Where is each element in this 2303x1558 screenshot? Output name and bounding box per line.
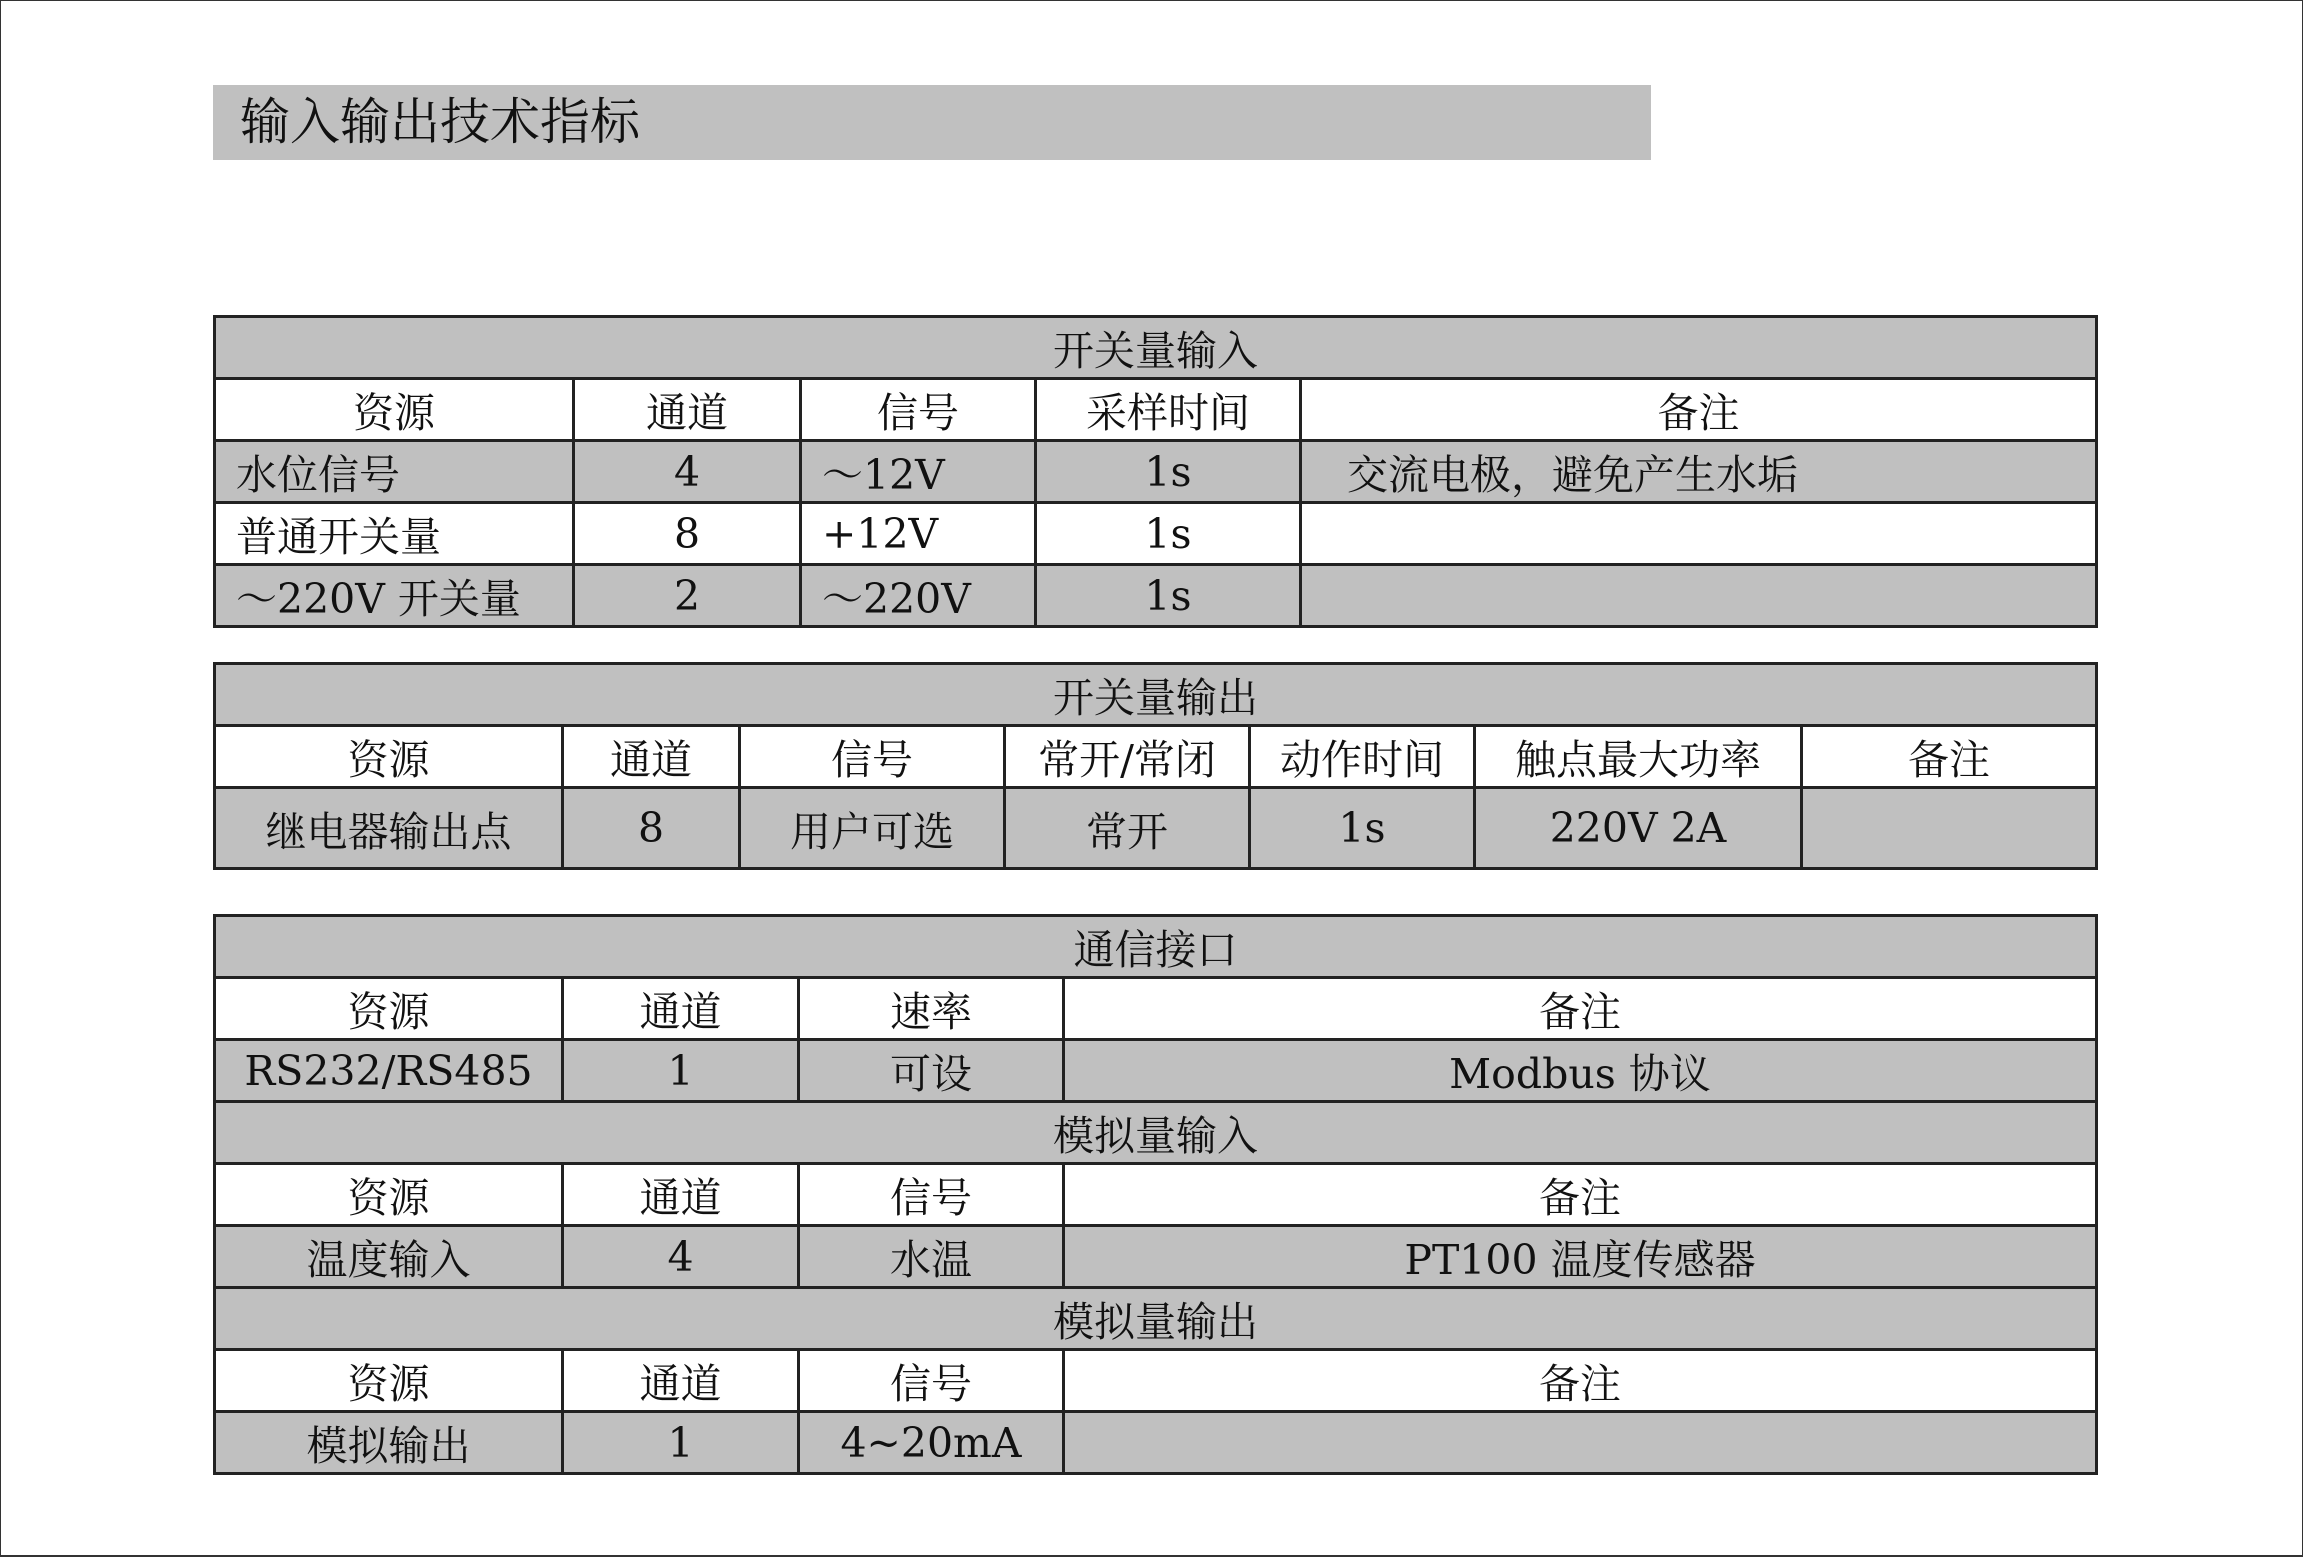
table-row <box>215 441 2097 503</box>
digital-output-table <box>213 662 2098 870</box>
header-cell: 备注 <box>1301 379 2097 441</box>
table-header-row <box>215 978 2097 1040</box>
table-header-row <box>215 1350 2097 1412</box>
table-header-row <box>215 1164 2097 1226</box>
header-cell: 通道 <box>563 1164 799 1226</box>
header-cell: 采样时间 <box>1036 379 1301 441</box>
table-cell: 220V 2A <box>1475 788 1802 869</box>
digital-output-title: 开关量输出 <box>215 664 2097 726</box>
header-cell: 通道 <box>563 978 799 1040</box>
table-cell <box>1064 1412 2097 1474</box>
table-cell: 1s <box>1250 788 1475 869</box>
table-cell: 8 <box>574 503 801 565</box>
header-cell: 备注 <box>1064 1350 2097 1412</box>
table-cell: 交流电极，避免产生水垢 <box>1301 441 2097 503</box>
table-cell: ～220V 开关量 <box>215 565 574 627</box>
header-cell: 常开/常闭 <box>1005 726 1250 788</box>
table-row <box>215 788 2097 869</box>
header-cell: 备注 <box>1802 726 2097 788</box>
header-cell: 速率 <box>799 978 1064 1040</box>
analog-input-title: 模拟量输入 <box>215 1102 2097 1164</box>
table-header-row <box>215 379 2097 441</box>
table-cell: 4~20mA <box>799 1412 1064 1474</box>
table-title-row <box>215 1102 2097 1164</box>
table-cell: 用户可选 <box>740 788 1005 869</box>
table-cell: 2 <box>574 565 801 627</box>
table-row <box>215 1040 2097 1102</box>
table-cell: 水温 <box>799 1226 1064 1288</box>
header-cell: 信号 <box>799 1350 1064 1412</box>
table-cell: 1s <box>1036 503 1301 565</box>
table-cell <box>1802 788 2097 869</box>
page-title: 输入输出技术指标 <box>240 93 640 151</box>
table-cell: 1s <box>1036 565 1301 627</box>
table-cell: 水位信号 <box>215 441 574 503</box>
table-cell: 1 <box>563 1412 799 1474</box>
header-cell: 动作时间 <box>1250 726 1475 788</box>
section-title-bar <box>213 85 1651 160</box>
table-cell: 普通开关量 <box>215 503 574 565</box>
table-cell: 模拟输出 <box>215 1412 563 1474</box>
header-cell: 信号 <box>740 726 1005 788</box>
table-cell: 常开 <box>1005 788 1250 869</box>
table-cell: RS232/RS485 <box>215 1040 563 1102</box>
header-cell: 触点最大功率 <box>1475 726 1802 788</box>
table-cell: 继电器输出点 <box>215 788 563 869</box>
table-cell: ～220V <box>801 565 1036 627</box>
header-cell: 信号 <box>801 379 1036 441</box>
table-cell: 可设 <box>799 1040 1064 1102</box>
header-cell: 备注 <box>1064 1164 2097 1226</box>
header-cell: 资源 <box>215 978 563 1040</box>
table-row <box>215 1412 2097 1474</box>
table-row <box>215 1226 2097 1288</box>
header-cell: 资源 <box>215 1350 563 1412</box>
table-header-row <box>215 726 2097 788</box>
header-cell: 信号 <box>799 1164 1064 1226</box>
table-cell <box>1301 503 2097 565</box>
header-cell: 资源 <box>215 726 563 788</box>
table-cell: 4 <box>574 441 801 503</box>
header-cell: 资源 <box>215 379 574 441</box>
comm-interface-title: 通信接口 <box>215 916 2097 978</box>
table-cell: ～12V <box>801 441 1036 503</box>
table-cell: +12V <box>801 503 1036 565</box>
table-cell: 8 <box>563 788 740 869</box>
table-cell: PT100 温度传感器 <box>1064 1226 2097 1288</box>
digital-input-table <box>213 315 2098 628</box>
table-cell: 1s <box>1036 441 1301 503</box>
header-cell: 通道 <box>574 379 801 441</box>
header-cell: 备注 <box>1064 978 2097 1040</box>
table-row <box>215 503 2097 565</box>
table-cell <box>1301 565 2097 627</box>
table-cell: 4 <box>563 1226 799 1288</box>
header-cell: 通道 <box>563 726 740 788</box>
table-cell: 温度输入 <box>215 1226 563 1288</box>
table-title-row <box>215 916 2097 978</box>
table-title-row <box>215 1288 2097 1350</box>
comm-analog-table <box>213 914 2098 1475</box>
header-cell: 资源 <box>215 1164 563 1226</box>
table-cell: Modbus 协议 <box>1064 1040 2097 1102</box>
analog-output-title: 模拟量输出 <box>215 1288 2097 1350</box>
table-cell: 1 <box>563 1040 799 1102</box>
table-title-row <box>215 317 2097 379</box>
table-title-row <box>215 664 2097 726</box>
header-cell: 通道 <box>563 1350 799 1412</box>
table-row <box>215 565 2097 627</box>
digital-input-title: 开关量输入 <box>215 317 2097 379</box>
